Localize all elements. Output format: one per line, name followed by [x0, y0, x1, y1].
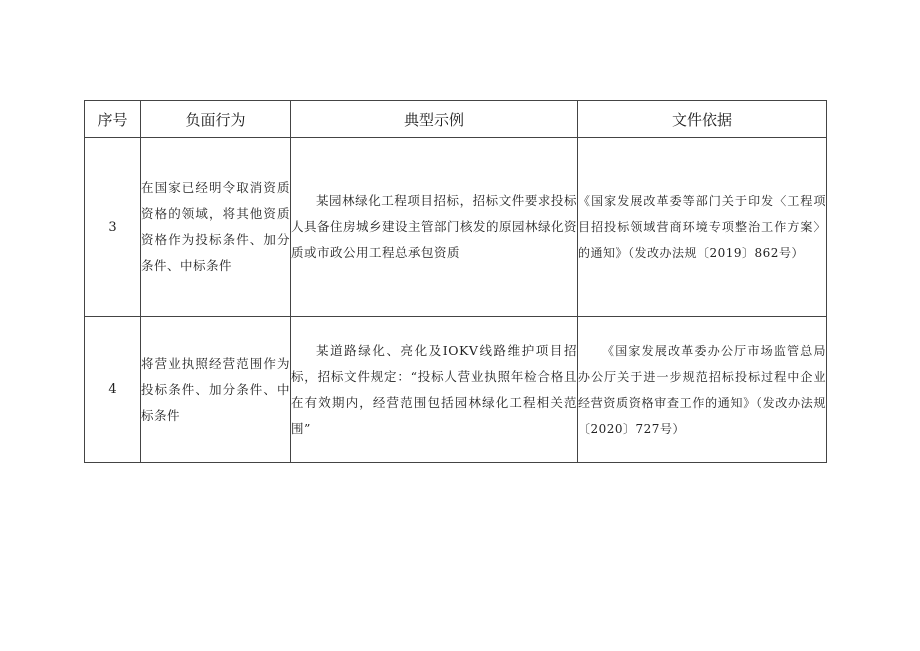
header-basis: 文件依据: [578, 101, 827, 138]
table-row: [85, 138, 827, 317]
header-row: [85, 101, 827, 138]
row-basis: 《国家发展改革委等部门关于印发〈工程项目招投标领域营商环境专项整治工作方案〉的通知》（发改办法规〔2019〕862号）: [578, 138, 827, 317]
header-behavior: 负面行为: [141, 101, 291, 138]
negative-behavior-table: [84, 100, 827, 463]
row-example: 某园林绿化工程项目招标，招标文件要求投标人具备住房城乡建设主管部门核发的原园林绿化资质或市政公用工程总承包资质: [291, 138, 578, 317]
header-serial: 序号: [85, 101, 141, 138]
header-example: 典型示例: [291, 101, 578, 138]
row-behavior: 在国家已经明令取消资质资格的领域，将其他资质资格作为投标条件、加分条件、中标条件: [141, 138, 291, 317]
row-basis: 《国家发展改革委办公厅市场监管总局办公厅关于进一步规范招标投标过程中企业经营资质资格审查工作的通知》（发改办法规〔2020〕727号）: [578, 317, 827, 463]
row-example: 某道路绿化、亮化及IOKV线路维护项目招标，招标文件规定：“投标人营业执照年检合格且在有效期内，经营范围包括园林绿化工程相关范围”: [291, 317, 578, 463]
row-serial: 4: [85, 317, 141, 463]
row-behavior: 将营业执照经营范围作为投标条件、加分条件、中标条件: [141, 317, 291, 463]
row-serial: 3: [85, 138, 141, 317]
table-row: [85, 317, 827, 463]
